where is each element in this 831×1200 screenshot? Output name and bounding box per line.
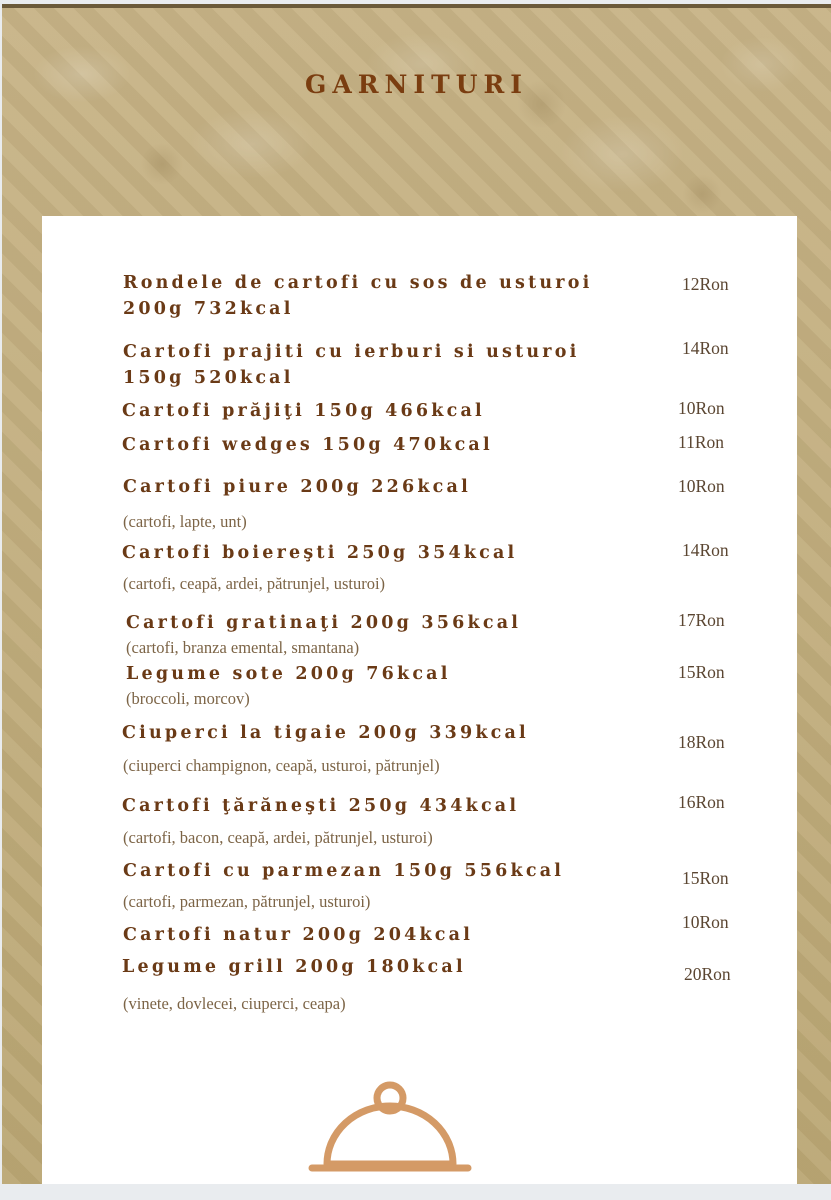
- menu-card: [42, 216, 797, 1184]
- item-price: 12Ron: [682, 274, 729, 294]
- item-price: 14Ron: [682, 540, 729, 560]
- item-description: (broccoli, morcov): [126, 689, 250, 708]
- item-name: Cartofi gratinaţi 200g 356kcal: [126, 613, 522, 633]
- item-price: 11Ron: [678, 432, 725, 452]
- item-price: 14Ron: [682, 338, 729, 358]
- item-name: Rondele de cartofi cu sos de usturoi 200g 732kcal: [123, 273, 593, 319]
- item-description: (ciuperci champignon, ceapă, usturoi, pătrunjel): [123, 756, 440, 775]
- item-price: 10Ron: [678, 476, 725, 496]
- item-name: Cartofi natur 200g 204kcal: [123, 925, 474, 945]
- menu-page: [2, 4, 831, 1184]
- cloche-icon: [307, 1078, 473, 1178]
- item-name: Cartofi wedges 150g 470kcal: [122, 435, 493, 455]
- item-description: (cartofi, bacon, ceapă, ardei, pătrunjel, usturoi): [123, 828, 433, 847]
- item-price: 15Ron: [682, 868, 729, 888]
- item-price: 17Ron: [678, 610, 725, 630]
- menu-title: GARNITURI: [305, 70, 528, 99]
- item-price: 16Ron: [678, 792, 725, 812]
- item-description: (cartofi, lapte, unt): [123, 512, 247, 531]
- item-description: (vinete, dovlecei, ciuperci, ceapa): [123, 994, 346, 1013]
- item-price: 10Ron: [678, 398, 725, 418]
- item-name: Cartofi prajiti cu ierburi si usturoi 150g 520kcal: [123, 342, 580, 388]
- item-description: (cartofi, parmezan, pătrunjel, usturoi): [123, 892, 371, 911]
- bottom-bar: [0, 1184, 831, 1200]
- item-name: Legume sote 200g 76kcal: [126, 664, 451, 684]
- item-price: 18Ron: [678, 732, 725, 752]
- item-description: (cartofi, branza emental, smantana): [126, 638, 360, 657]
- item-name: Legume grill 200g 180kcal: [122, 957, 466, 977]
- item-name: Cartofi cu parmezan 150g 556kcal: [123, 861, 565, 881]
- item-description: (cartofi, ceapă, ardei, pătrunjel, usturoi): [123, 574, 386, 593]
- item-name: Cartofi ţărăneşti 250g 434kcal: [122, 796, 520, 816]
- item-price: 15Ron: [678, 662, 725, 682]
- item-name: Ciuperci la tigaie 200g 339kcal: [122, 723, 529, 743]
- item-price: 20Ron: [684, 964, 731, 984]
- item-name: Cartofi piure 200g 226kcal: [123, 477, 471, 497]
- item-name: Cartofi prăjiţi 150g 466kcal: [122, 401, 485, 421]
- item-name: Cartofi boiereşti 250g 354kcal: [122, 543, 518, 563]
- item-price: 10Ron: [682, 912, 729, 932]
